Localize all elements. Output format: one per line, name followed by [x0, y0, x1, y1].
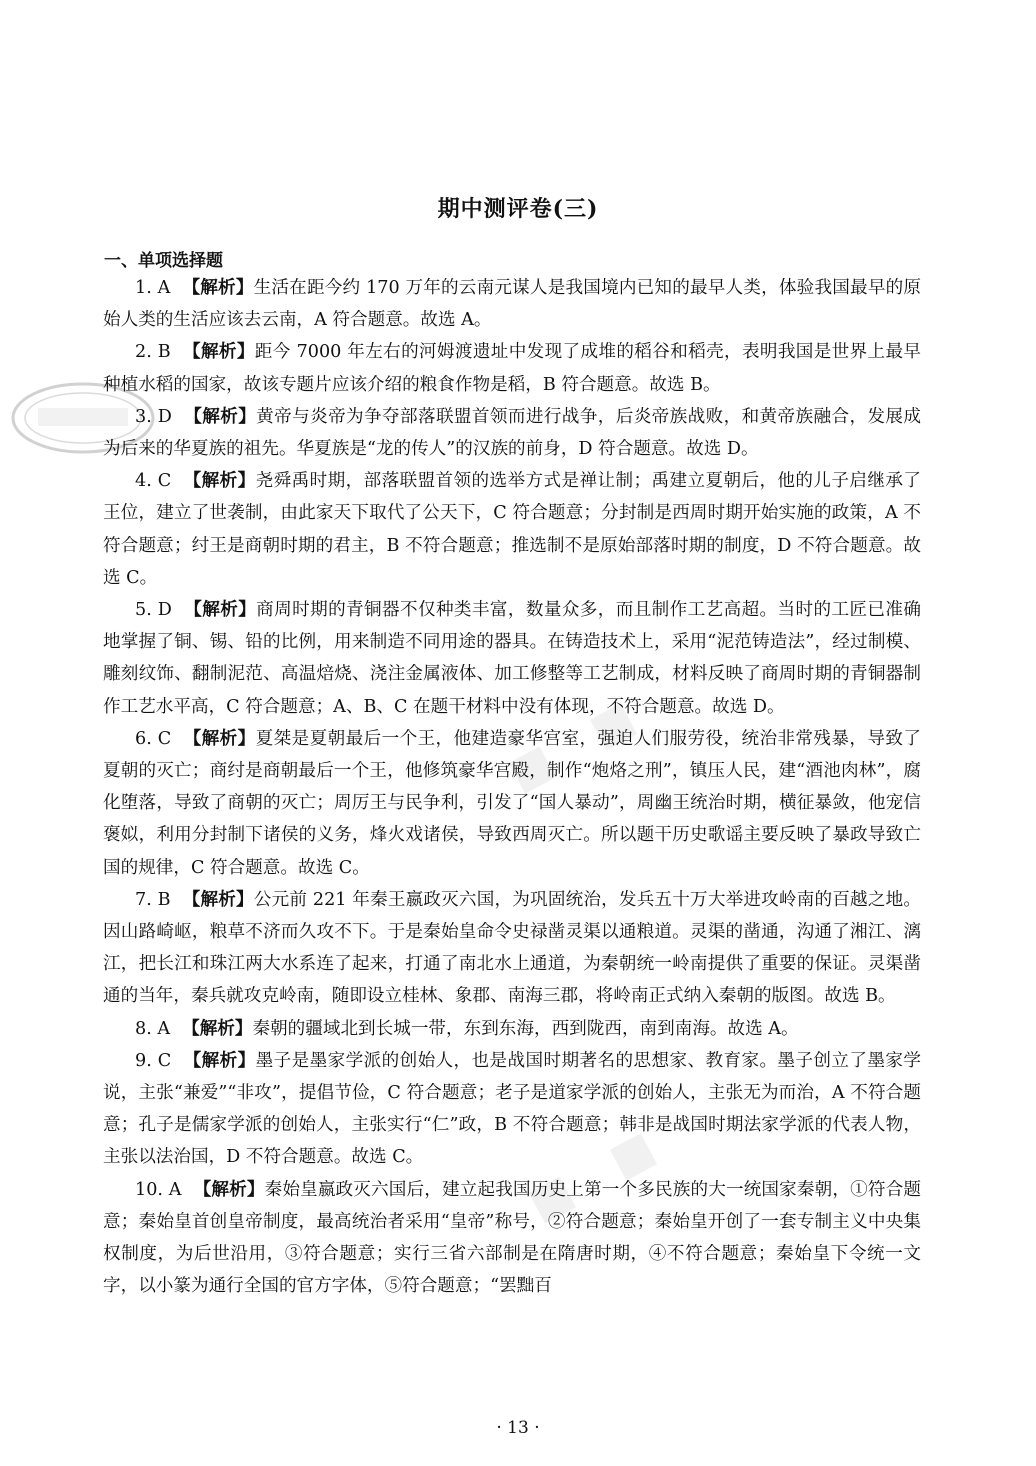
- analysis-tag: 【解析】: [182, 1017, 253, 1039]
- answer-text: 尧舜禹时期，部落联盟首领的选举方式是禅让制；禹建立夏朝后，他的儿子启继承了王位，建立了世袭制，由此家天下取代了公天下，C 符合题意；分封制是西周时期开始实施的政策，A 不符合题意；纣王是商朝时期的君主，B 不符合题意；推选制不是原始部落时期的制度，D 不符合题意。故选 C。: [103, 471, 921, 588]
- answer-text: 生活在距今约 170 万年的云南元谋人是我国境内已知的最早人类，体验我国最早的原始人类的生活应该去云南，A 符合题意。故选 A。: [103, 278, 921, 331]
- answer-number: 9. C: [135, 1050, 172, 1071]
- analysis-tag: 【解析】: [182, 277, 254, 298]
- answer-number: 5. D: [135, 600, 172, 621]
- analysis-tag: 【解析】: [183, 1049, 256, 1071]
- answer-item: [103, 401, 921, 465]
- page-title: 期中测评卷(三): [437, 196, 599, 222]
- answer-number: 8. A: [135, 1018, 171, 1039]
- analysis-tag: 【解析】: [183, 405, 257, 427]
- answer-item: [103, 594, 921, 723]
- answer-text: 商周时期的青铜器不仅种类丰富，数量众多，而且制作工艺高超。当时的工匠已准确地掌握了铜、锡、铅的比例，用来制造不同用途的器具。在铸造技术上，采用“泥范铸造法”，经过制模、雕刻纹饰、翻制泥范、高温焙烧、浇注金属液体、加工修整等工艺制成，材料反映了商周时期的青铜器制作工艺水平高，C 符合题意；A、B、C 在题干材料中没有体现，不符合题意。故选 D。: [103, 600, 921, 717]
- answer-item: [103, 272, 921, 336]
- analysis-tag: 【解析】: [182, 888, 254, 910]
- answer-number: 6. C: [135, 728, 172, 749]
- answer-text: 距今 7000 年左右的河姆渡遗址中发现了成堆的稻谷和稻壳，表明我国是世界上最早种植水稻的国家，故该专题片应该介绍的粮食作物是稻，B 符合题意。故选 B。: [103, 342, 921, 395]
- answer-text: 黄帝与炎帝为争夺部落联盟首领而进行战争，后炎帝族战败，和黄帝族融合，发展成为后来的华夏族的祖先。华夏族是“龙的传人”的汉族的前身，D 符合题意。故选 D。: [103, 406, 921, 460]
- analysis-tag: 【解析】: [183, 727, 256, 749]
- answer-item: [103, 1013, 921, 1045]
- page-number: · 13 ·: [496, 1418, 540, 1438]
- answer-item: [103, 336, 921, 400]
- section-heading: 一、单项选择题: [104, 251, 223, 271]
- answer-item: [103, 884, 921, 1013]
- faint-watermark: ▪ ▪: [509, 1099, 680, 1243]
- answer-number: 7. B: [135, 889, 171, 910]
- analysis-tag: 【解析】: [183, 470, 256, 492]
- answer-number: 4. C: [135, 471, 172, 492]
- answer-item: [103, 465, 921, 594]
- answer-number: 2. B: [135, 342, 171, 363]
- answer-item: [103, 723, 921, 884]
- answer-text: 夏桀是夏朝最后一个王，他建造豪华宫室，强迫人们服劳役，统治非常残暴，导致了夏朝的灭亡；商纣是商朝最后一个王，他修筑豪华宫殿，制作“炮烙之刑”，镇压人民，建“酒池肉林”，腐化堕落，导致了商朝的灭亡；周厉王与民争利，引发了“国人暴动”，周幽王统治时期，横征暴敛，他宠信褒姒，利用分封制下诸侯的义务，烽火戏诸侯，导致西周灭亡。所以题干历史歌谣主要反映了暴政导致亡国的规律，C 符合题意。故选 C。: [103, 728, 921, 878]
- answer-text: 秦朝的疆域北到长城一带，东到东海，西到陇西，南到南海。故选 A。: [252, 1018, 799, 1039]
- analysis-tag: 【解析】: [193, 1178, 265, 1200]
- answer-item: [103, 1045, 921, 1174]
- answer-number: 3. D: [135, 406, 172, 427]
- analysis-tag: 【解析】: [183, 599, 257, 621]
- answer-number: 1. A: [135, 278, 171, 298]
- answer-number: 10. A: [135, 1179, 182, 1200]
- answer-text: 公元前 221 年秦王嬴政灭六国，为巩固统治，发兵五十万大举进攻岭南的百越之地。因山路崎岖，粮草不济而久攻不下。于是秦始皇命令史禄凿灵渠以通粮道。灵渠的凿通，沟通了湘江、漓江，把长江和珠江两大水系连了起来，打通了南北水上通道，为秦朝统一岭南提供了重要的保证。灵渠凿通的当年，秦兵就攻克岭南，随即设立桂林、象郡、南海三郡，将岭南正式纳入秦朝的版图。故选 B。: [103, 889, 921, 1007]
- analysis-tag: 【解析】: [182, 341, 255, 363]
- answer-item: [103, 1174, 921, 1303]
- answer-list: [103, 272, 921, 1303]
- answer-text: 秦始皇嬴政灭六国后，建立起我国历史上第一个多民族的大一统国家秦朝，①符合题意；秦始皇首创皇帝制度，最高统治者采用“皇帝”称号，②符合题意；秦始皇开创了一套专制主义中央集权制度，为后世沿用，③符合题意；实行三省六部制是在隋唐时期，④不符合题意；秦始皇下令统一文字，以小篆为通行全国的官方字体，⑤符合题意；“罢黜百: [103, 1179, 921, 1297]
- faint-watermark: ▪ ▪: [489, 669, 660, 813]
- answer-text: 墨子是墨家学派的创始人，也是战国时期著名的思想家、教育家。墨子创立了墨家学说，主张“兼爱”“非攻”，提倡节俭，C 符合题意；老子是道家学派的创始人，主张无为而治，A 不符合题意；孔子是儒家学派的创始人，主张实行“仁”政，B 不符合题意；韩非是战国时期法家学派的代表人物，主张以法治国，D 不符合题意。故选 C。: [103, 1050, 921, 1168]
